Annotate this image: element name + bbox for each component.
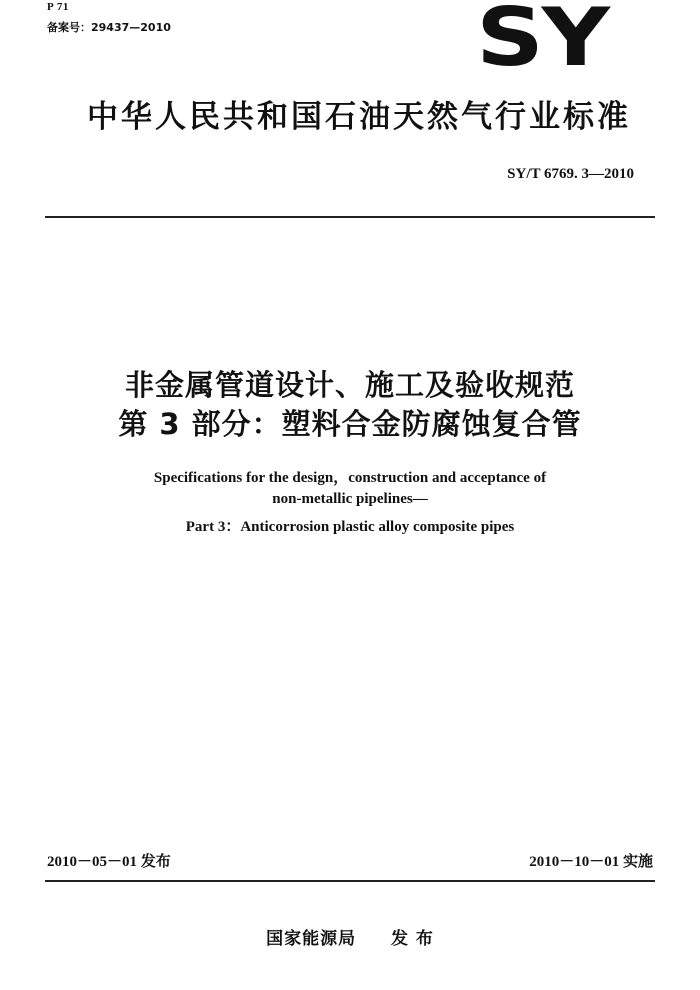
standard-category-title: 中华人民共和国石油天然气行业标准 [87, 99, 631, 135]
issuer-organization: 国家能源局 [266, 929, 357, 949]
top-divider [45, 216, 655, 218]
sy-logo: SY [476, 0, 608, 84]
issuer-action: 发 布 [391, 929, 434, 949]
record-number: 备案号：29437—2010 [47, 21, 171, 34]
document-title-cn-line2: 第 3 部分：塑料合金防腐蚀复合管 [118, 407, 582, 441]
document-title-en-line2: non-metallic pipelines— [272, 491, 428, 507]
classification-code: P 71 [47, 1, 69, 13]
standard-number: SY/T 6769. 3—2010 [507, 166, 634, 182]
bottom-divider [45, 880, 655, 882]
document-title-en-line3: Part 3：Anticorrosion plastic alloy composite pipes [185, 519, 515, 535]
document-title-en-line1: Specifications for the design，construction and acceptance of [153, 470, 547, 486]
issue-date: 2010－05－01 发布 [47, 854, 171, 870]
issuer-line [0, 924, 700, 949]
document-title-cn-line1: 非金属管道设计、施工及验收规范 [124, 368, 575, 402]
implementation-date: 2010－10－01 实施 [529, 854, 653, 870]
